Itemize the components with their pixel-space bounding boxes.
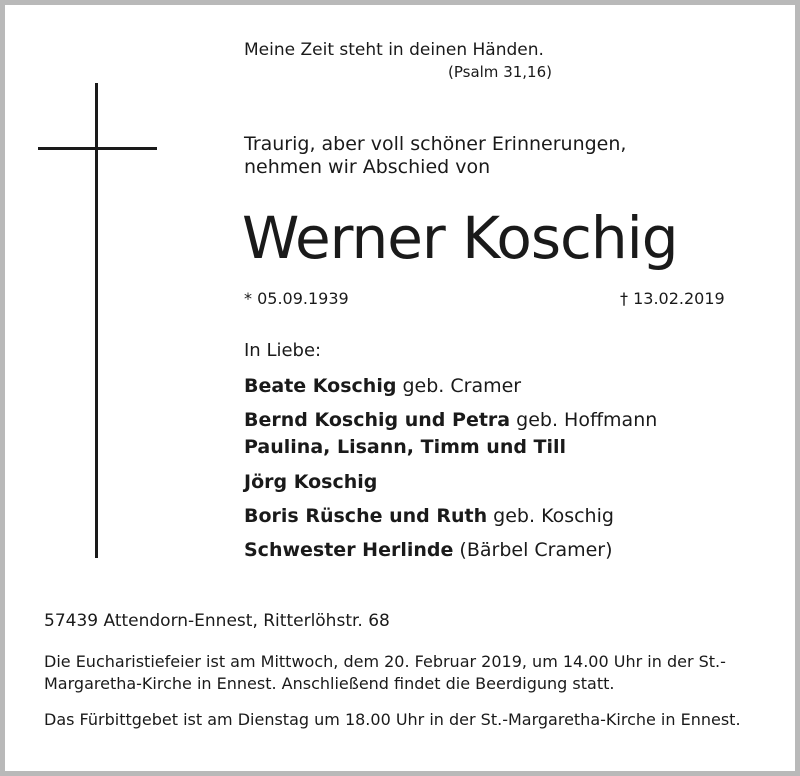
prayer-notice: Das Fürbittgebet ist am Dienstag um 18.00 Uhr in der St.-Margaretha-Kirche in Ennest. — [44, 710, 741, 729]
mourner-line — [244, 505, 614, 527]
mourner-name: Beate Koschig — [244, 375, 397, 397]
mourner-suffix: geb. Cramer — [396, 375, 522, 397]
mourner-line — [244, 375, 521, 397]
mourner-line — [244, 409, 657, 431]
mourner-name: Bernd Koschig und Petra — [244, 409, 511, 431]
mourner-suffix: geb. Hoffmann — [510, 409, 658, 431]
address: 57439 Attendorn-Ennest, Ritterlöhstr. 68 — [44, 611, 390, 631]
mourner-name: Paulina, Lisann, Timm und Till — [244, 436, 567, 458]
birth-date: * 05.09.1939 — [244, 289, 349, 308]
cross-icon-vertical-bar — [95, 83, 98, 558]
mourner-suffix: (Bärbel Cramer) — [453, 539, 613, 561]
bible-reference: (Psalm 31,16) — [448, 63, 552, 81]
mourner-name: Jörg Koschig — [244, 471, 378, 493]
intro-line-1: Traurig, aber voll schöner Erinnerungen, — [244, 133, 627, 155]
mourners-intro: In Liebe: — [244, 340, 322, 361]
mourner-line — [244, 539, 613, 561]
cross-icon-horizontal-bar — [38, 147, 157, 150]
deceased-name: Werner Koschig — [242, 204, 678, 272]
death-date: † 13.02.2019 — [620, 289, 725, 308]
mourner-line — [244, 471, 377, 493]
intro-line-2: nehmen wir Abschied von — [244, 156, 491, 178]
mourner-name: Boris Rüsche und Ruth — [244, 505, 488, 527]
mourner-suffix: geb. Koschig — [487, 505, 614, 527]
mourner-name: Schwester Herlinde — [244, 539, 454, 561]
mourner-line — [244, 436, 566, 458]
service-notice: Die Eucharistiefeier ist am Mittwoch, dem 20. Februar 2019, um 14.00 Uhr in der St.-Margaretha-Kirche in Ennest. Anschließend findet die Beerdigung statt. — [44, 652, 726, 693]
bible-quote: Meine Zeit steht in deinen Händen. — [244, 40, 544, 60]
